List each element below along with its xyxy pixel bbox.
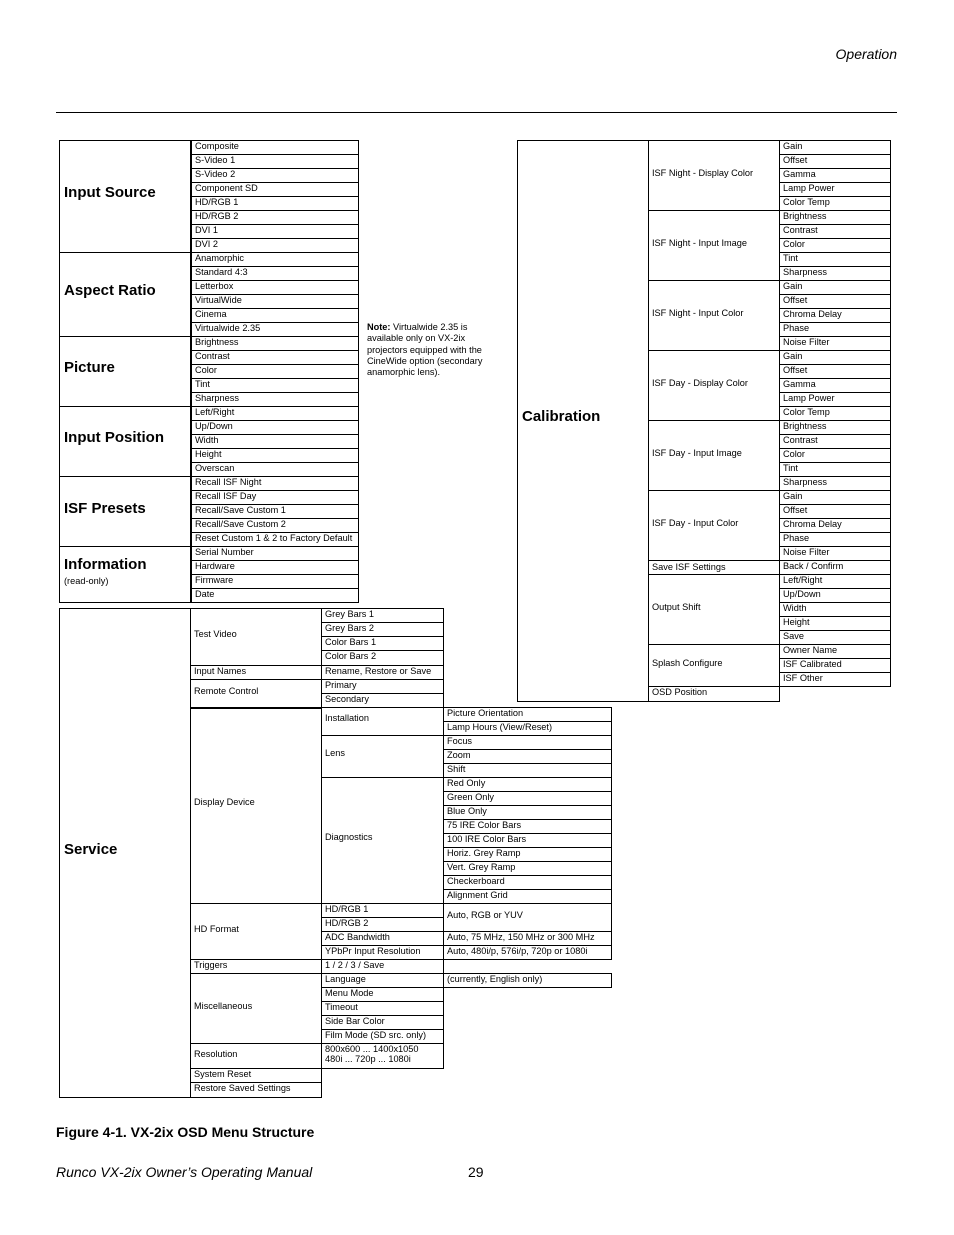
- information-subtitle: (read-only): [64, 576, 109, 586]
- service-item: Primary: [321, 679, 444, 694]
- menu-item: Recall ISF Day: [191, 490, 359, 505]
- cal-item: Phase: [779, 532, 891, 547]
- language-value: (currently, English only): [443, 973, 612, 988]
- cal-item: Color Temp: [779, 196, 891, 211]
- cal-group: [648, 350, 780, 421]
- service-item: Color Bars 2: [321, 650, 444, 666]
- dd-item: Blue Only: [443, 805, 612, 820]
- lens-label: Lens: [325, 748, 345, 758]
- cal-group: [648, 574, 780, 645]
- misc-item: Side Bar Color: [321, 1015, 444, 1030]
- menu-item: Recall/Save Custom 1: [191, 504, 359, 519]
- note-body: Virtualwide 2.35 is available only on VX-2ix projectors equipped with the CineWide option (secondary anamorphic lens).: [367, 322, 483, 378]
- information-title: Information: [64, 556, 147, 573]
- menu-item: Recall ISF Night: [191, 476, 359, 491]
- installation-label: Installation: [325, 713, 369, 723]
- cal-group-label: ISF Day - Display Color: [652, 378, 748, 388]
- display-device-label: Display Device: [194, 797, 255, 807]
- isf-presets-title: ISF Presets: [64, 500, 146, 517]
- dd-item: Lamp Hours (View/Reset): [443, 721, 612, 736]
- dd-item: 75 IRE Color Bars: [443, 819, 612, 834]
- menu-item: Height: [191, 448, 359, 463]
- cal-item: Gain: [779, 490, 891, 505]
- menu-item: Date: [191, 588, 359, 603]
- display-device-group: [190, 707, 322, 904]
- hd-rgb-value-text: Auto, RGB or YUV: [447, 910, 523, 920]
- diagnostics-group: [321, 777, 444, 904]
- note-label: Note:: [367, 322, 391, 332]
- cal-item: Tint: [779, 252, 891, 267]
- menu-item: Overscan: [191, 462, 359, 477]
- menu-item: Up/Down: [191, 420, 359, 435]
- service-item: Color Bars 1: [321, 636, 444, 651]
- hd-value: Auto, 75 MHz, 150 MHz or 300 MHz: [443, 931, 612, 946]
- resolution-group: [190, 1043, 322, 1069]
- header-rule: [56, 112, 897, 113]
- misc-item: Film Mode (SD src. only): [321, 1029, 444, 1044]
- calibration-title: Calibration: [522, 408, 601, 425]
- cal-item: Chroma Delay: [779, 308, 891, 323]
- menu-item: Letterbox: [191, 280, 359, 295]
- cal-item: Chroma Delay: [779, 518, 891, 533]
- menu-item: Recall/Save Custom 2: [191, 518, 359, 533]
- misc-item: Menu Mode: [321, 987, 444, 1002]
- cal-item: Gamma: [779, 378, 891, 393]
- cal-item: Brightness: [779, 420, 891, 435]
- remote-control-label: Remote Control: [194, 686, 259, 696]
- cal-group-label: Output Shift: [652, 602, 701, 612]
- cal-group-label: ISF Night - Input Color: [652, 308, 744, 318]
- menu-item: Composite: [191, 140, 359, 155]
- resolution-label: Resolution: [194, 1049, 238, 1059]
- triggers-label: Triggers: [190, 959, 322, 974]
- cal-item: ISF Other: [779, 672, 891, 687]
- hd-item: ADC Bandwidth: [321, 931, 444, 946]
- menu-item: Hardware: [191, 560, 359, 575]
- cal-item: Lamp Power: [779, 182, 891, 197]
- information-group: [59, 546, 191, 603]
- menu-item: Cinema: [191, 308, 359, 323]
- service-item: Grey Bars 2: [321, 622, 444, 637]
- hd-item: YPbPr Input Resolution: [321, 945, 444, 960]
- dd-item: Checkerboard: [443, 875, 612, 890]
- cal-item: Contrast: [779, 434, 891, 449]
- installation-group: [321, 707, 444, 736]
- miscellaneous-label: Miscellaneous: [194, 1001, 253, 1011]
- picture-title: Picture: [64, 359, 115, 376]
- cal-group: [648, 140, 780, 211]
- cal-group: [648, 280, 780, 351]
- menu-item: DVI 2: [191, 238, 359, 253]
- cal-item: Gain: [779, 350, 891, 365]
- menu-item: Left/Right: [191, 406, 359, 421]
- menu-item: S-Video 2: [191, 168, 359, 183]
- input-position-title: Input Position: [64, 429, 164, 446]
- cal-group-label: ISF Night - Input Image: [652, 238, 747, 248]
- menu-item: Sharpness: [191, 392, 359, 407]
- input-names-value: Rename, Restore or Save: [321, 665, 444, 680]
- dd-item: Horiz. Grey Ramp: [443, 847, 612, 862]
- cal-item: Sharpness: [779, 476, 891, 491]
- cal-group: [648, 420, 780, 491]
- dd-item: Vert. Grey Ramp: [443, 861, 612, 876]
- menu-item: Serial Number: [191, 546, 359, 561]
- cal-group-label: ISF Night - Display Color: [652, 168, 754, 178]
- cal-item: Color: [779, 238, 891, 253]
- dd-item: 100 IRE Color Bars: [443, 833, 612, 848]
- footer-manual-title: Runco VX-2ix Owner’s Operating Manual: [56, 1164, 313, 1180]
- menu-item: Component SD: [191, 182, 359, 197]
- restore-saved-item: Restore Saved Settings: [190, 1082, 322, 1098]
- cal-item: Sharpness: [779, 266, 891, 281]
- cal-group: [648, 560, 780, 575]
- cal-item: Phase: [779, 322, 891, 337]
- cal-item: Up/Down: [779, 588, 891, 603]
- cal-group: [648, 210, 780, 281]
- dd-item: Red Only: [443, 777, 612, 792]
- hd-format-label: HD Format: [194, 924, 239, 934]
- menu-item: Virtualwide 2.35: [191, 322, 359, 337]
- triggers-value: 1 / 2 / 3 / Save: [321, 959, 444, 974]
- hd-format-group: [190, 903, 322, 960]
- cal-item: Offset: [779, 294, 891, 309]
- menu-item: DVI 1: [191, 224, 359, 239]
- menu-item: Tint: [191, 378, 359, 393]
- dd-item: Picture Orientation: [443, 707, 612, 722]
- cal-group-label: ISF Day - Input Color: [652, 518, 739, 528]
- dd-item: Focus: [443, 735, 612, 750]
- page-number: 29: [468, 1164, 484, 1180]
- menu-item: VirtualWide: [191, 294, 359, 309]
- menu-item: Brightness: [191, 336, 359, 351]
- cal-group: [648, 686, 780, 702]
- cal-group-label: Save ISF Settings: [652, 562, 726, 572]
- menu-item: Width: [191, 434, 359, 449]
- dd-item: Shift: [443, 763, 612, 778]
- cal-item: Left/Right: [779, 574, 891, 589]
- cal-item: Owner Name: [779, 644, 891, 659]
- cal-item: ISF Calibrated: [779, 658, 891, 673]
- note-text: [367, 322, 497, 378]
- cal-item: Offset: [779, 364, 891, 379]
- dd-item: Green Only: [443, 791, 612, 806]
- system-reset-item: System Reset: [190, 1068, 322, 1083]
- cal-item: Lamp Power: [779, 392, 891, 407]
- misc-item: Language: [321, 973, 444, 988]
- cal-item: Offset: [779, 504, 891, 519]
- menu-item: Reset Custom 1 & 2 to Factory Default: [191, 532, 359, 547]
- menu-item: HD/RGB 2: [191, 210, 359, 225]
- cal-item: Width: [779, 602, 891, 617]
- input-source-title: Input Source: [64, 184, 156, 201]
- service-item: Secondary: [321, 693, 444, 708]
- resolution-line1: 800x600 ... 1400x1050: [325, 1044, 419, 1054]
- menu-item: HD/RGB 1: [191, 196, 359, 211]
- hd-item: HD/RGB 2: [321, 917, 444, 932]
- menu-item: Anamorphic: [191, 252, 359, 267]
- cal-group: [648, 490, 780, 561]
- misc-item: Timeout: [321, 1001, 444, 1016]
- menu-item: Contrast: [191, 350, 359, 365]
- cal-item: Offset: [779, 154, 891, 169]
- hd-item: HD/RGB 1: [321, 903, 444, 918]
- figure-caption: Figure 4-1. VX-2ix OSD Menu Structure: [56, 1124, 315, 1140]
- cal-group-label: ISF Day - Input Image: [652, 448, 742, 458]
- cal-item: Brightness: [779, 210, 891, 225]
- test-video-group: [190, 608, 322, 666]
- service-title: Service: [64, 841, 118, 858]
- menu-item: S-Video 1: [191, 154, 359, 169]
- menu-item: Color: [191, 364, 359, 379]
- hd-rgb-value: [443, 903, 612, 932]
- cal-group: [648, 644, 780, 687]
- cal-item: Color Temp: [779, 406, 891, 421]
- aspect-ratio-title: Aspect Ratio: [64, 282, 156, 299]
- cal-group-label: OSD Position: [652, 687, 708, 697]
- cal-item: Tint: [779, 462, 891, 477]
- diagnostics-label: Diagnostics: [325, 832, 373, 842]
- section-header: Operation: [835, 46, 897, 62]
- service-item: Grey Bars 1: [321, 608, 444, 623]
- dd-item: Zoom: [443, 749, 612, 764]
- cal-item: Save: [779, 630, 891, 645]
- cal-item: Contrast: [779, 224, 891, 239]
- miscellaneous-group: [190, 973, 322, 1044]
- cal-item: Noise Filter: [779, 336, 891, 351]
- resolution-value: [321, 1043, 444, 1069]
- menu-item: Standard 4:3: [191, 266, 359, 281]
- cal-item: Height: [779, 616, 891, 631]
- hd-value: Auto, 480i/p, 576i/p, 720p or 1080i: [443, 945, 612, 960]
- remote-control-group: [190, 679, 322, 709]
- cal-item: Gamma: [779, 168, 891, 183]
- input-names-label: Input Names: [190, 665, 322, 680]
- resolution-line2: 480i ... 720p ... 1080i: [325, 1054, 411, 1064]
- cal-group-label: Splash Configure: [652, 658, 723, 668]
- cal-item: Color: [779, 448, 891, 463]
- cal-item: Noise Filter: [779, 546, 891, 561]
- dd-item: Alignment Grid: [443, 889, 612, 904]
- lens-group: [321, 735, 444, 778]
- cal-item: Back / Confirm: [779, 560, 891, 575]
- menu-item: Firmware: [191, 574, 359, 589]
- cal-item: Gain: [779, 280, 891, 295]
- test-video-label: Test Video: [194, 629, 237, 639]
- cal-item: Gain: [779, 140, 891, 155]
